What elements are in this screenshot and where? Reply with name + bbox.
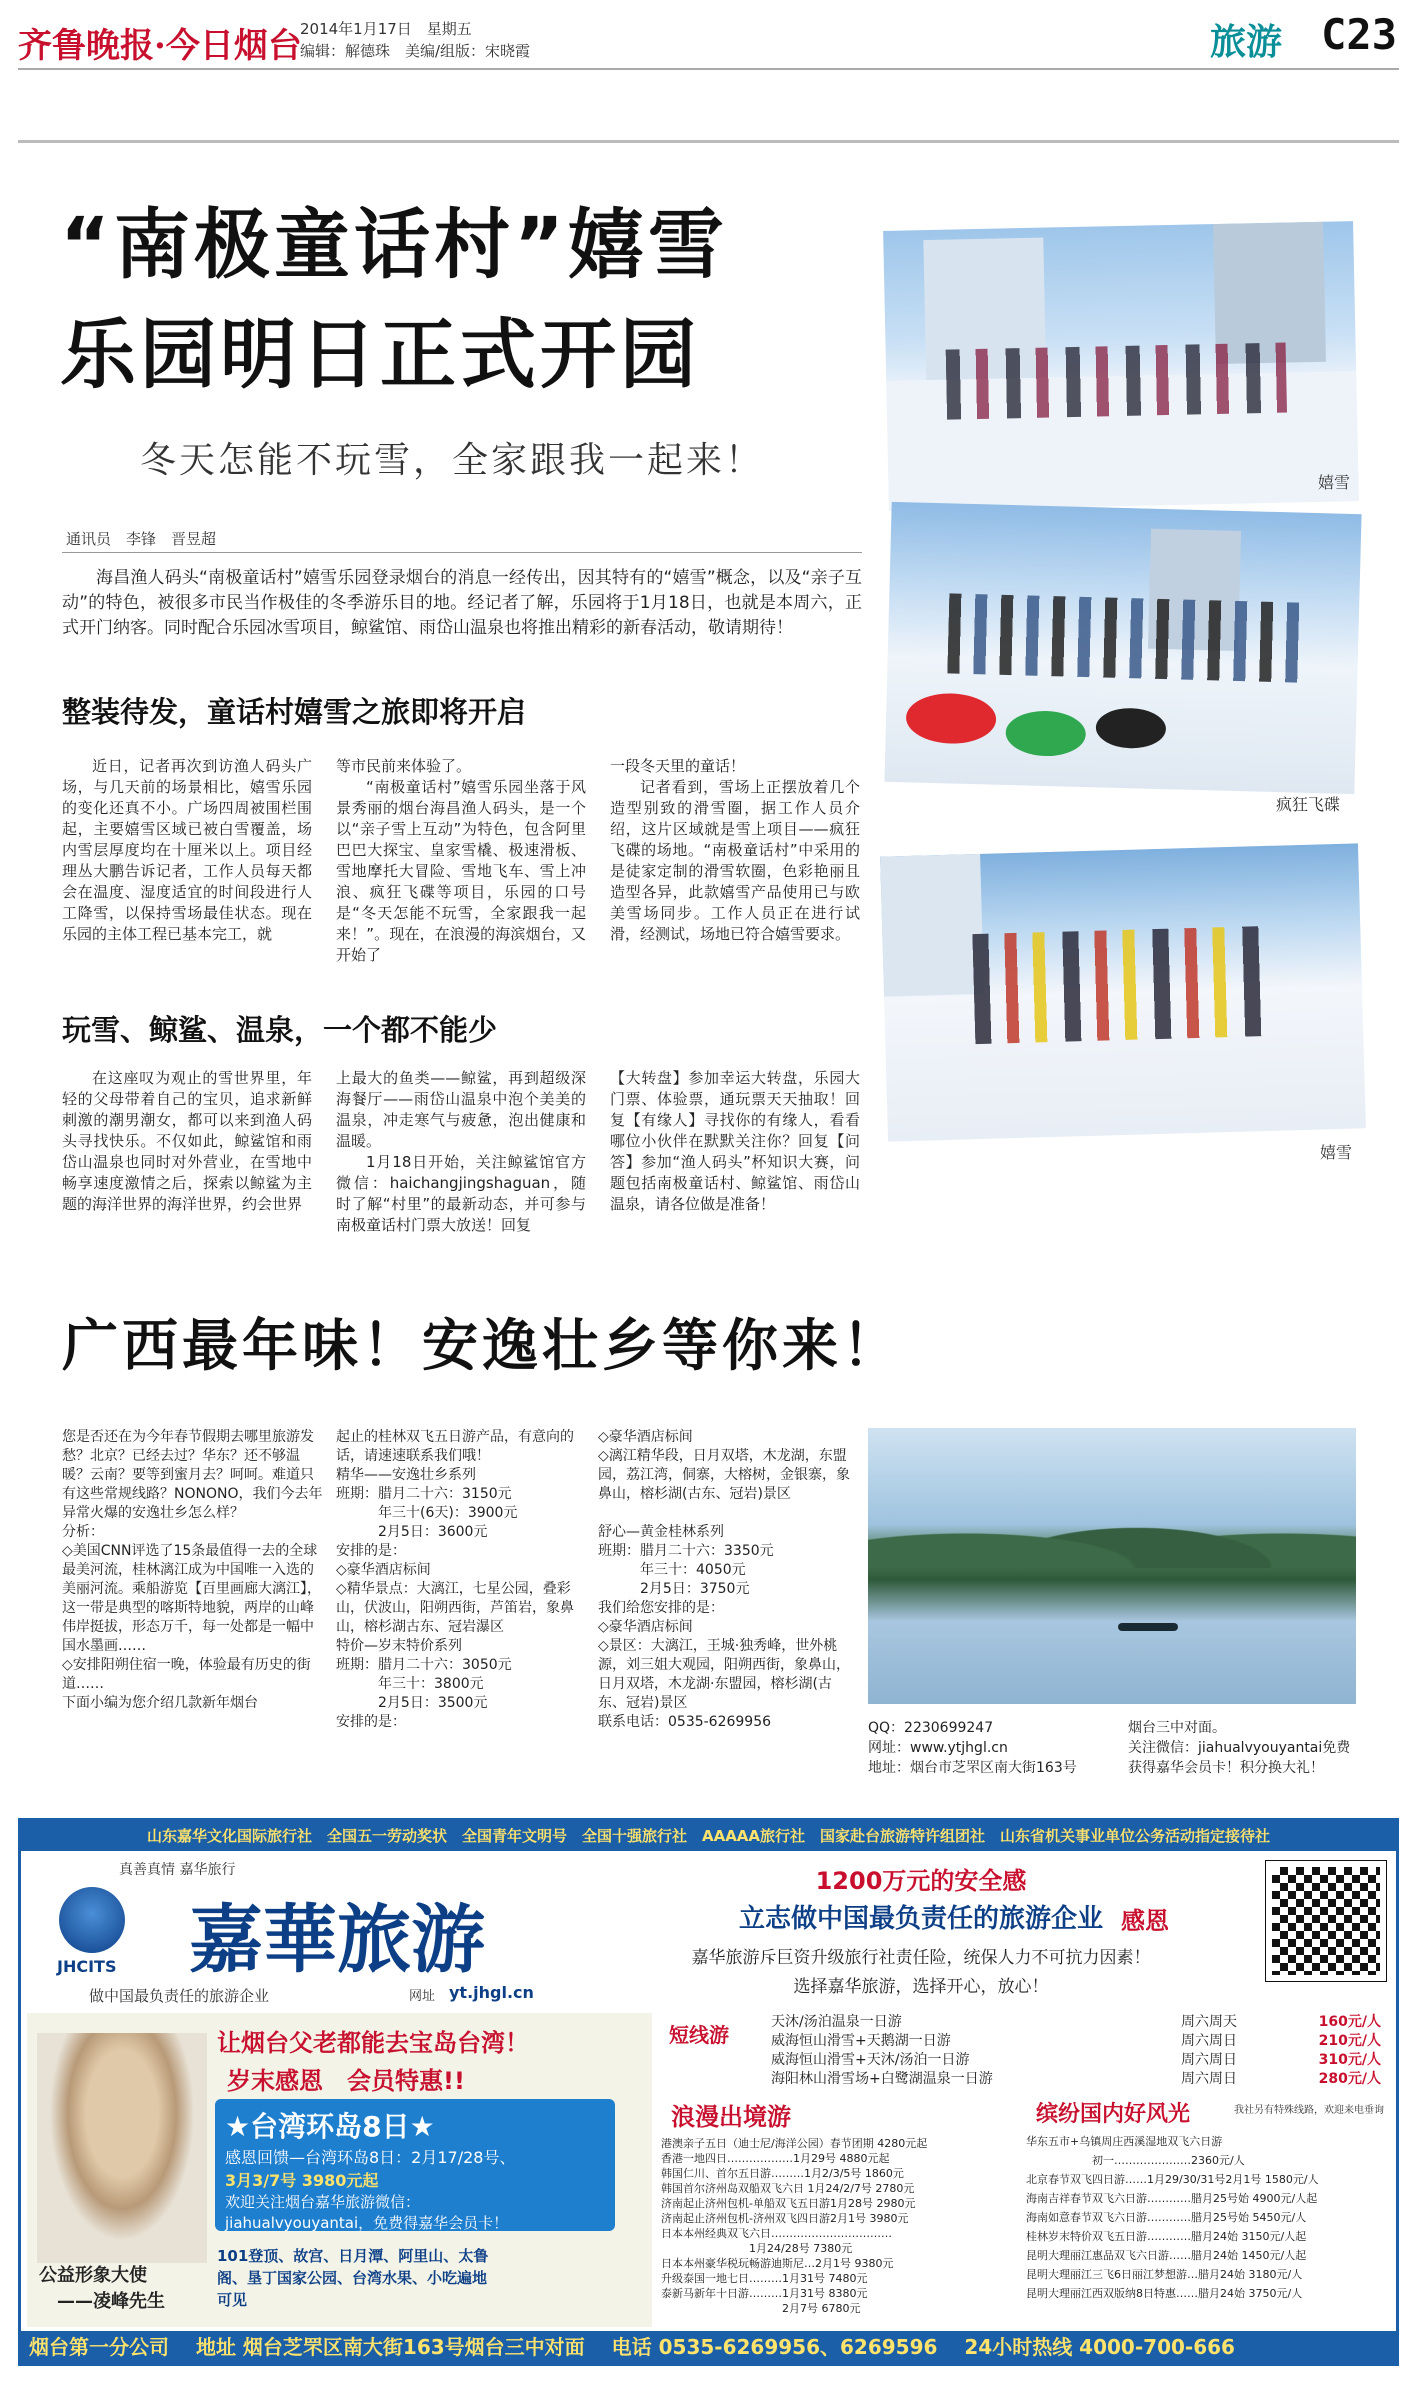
outbound-title: 浪漫出境游 bbox=[671, 2103, 791, 2131]
paragraph: 【大转盘】参加幸运大转盘，乐园大门票、体验票，通玩票天天抽取！回复【有缘人】寻找你的有缘人，看看哪位小伙伴在默默关注你？回复【问答】参加“渔人码头”杯知识大赛，问题包括南极童话村、鲸鲨馆、雨岱山温泉，请各位做是准备！ bbox=[610, 1069, 860, 1213]
snow-tube-black bbox=[1095, 707, 1166, 749]
outbound-row: 1月24/28号 7380元 bbox=[661, 2242, 853, 2255]
safety-headline-block bbox=[641, 1861, 1201, 2001]
short-tour-row bbox=[771, 2051, 1381, 2070]
short-tour-name: 海阳林山滑雪场+白鹭湖温泉一日游 bbox=[771, 2071, 993, 2087]
short-tour-day: 周六周日 bbox=[1181, 2033, 1237, 2049]
taiwan-title: ★台湾环岛8日★ bbox=[225, 2110, 435, 2143]
article1-subheading-2: 玩雪、鲸鲨、温泉，一个都不能少 bbox=[62, 1013, 498, 1047]
short-tour-price: 160元/人 bbox=[1318, 2014, 1381, 2030]
paragraph: “南极童话村”嬉雪乐园坐落于风景秀丽的烟台海昌渔人码头，是一个以“亲子雪上互动”为特色，包含阿里巴巴大探宝、皇家雪橇、极速滑板、雪地摩托大冒险、雪地飞车、雪上冲浪、疯狂飞碟等项目，乐园的口号是“冬天怎能不玩雪，全家跟我一起来！”。现在，在浪漫的海滨烟台，又开始了 bbox=[336, 778, 586, 964]
article1-s1-column-3 bbox=[610, 756, 860, 945]
article1-subtitle: 冬天怎能不玩雪，全家跟我一起来！ bbox=[140, 440, 765, 481]
domestic-row: 昆明大理丽江三飞6日丽江梦想游…腊月24始 3180元/人 bbox=[1026, 2268, 1303, 2281]
short-tour-row bbox=[771, 2013, 1381, 2032]
footer-hotline: 24小时热线 4000-700-666 bbox=[964, 2335, 1235, 2359]
safety-headline-4: 选择嘉华旅游，选择开心，放心！ bbox=[793, 1977, 1049, 1997]
short-tours-list bbox=[771, 2013, 1381, 2089]
article1-s1-column-2 bbox=[336, 756, 586, 966]
article1-headline bbox=[60, 190, 728, 410]
paragraph: 近日，记者再次到访渔人码头广场，与几天前的场景相比，嬉雪乐园的变化还真不小。广场四周被围栏围起，主要嬉雪区域已被白雪覆盖，场内雪层厚度均在十厘米以上。项目经理丛大鹏告诉记者，工作人员每天都会在温度、湿度适宜的时间段进行人工降雪，以保持雪场最佳状态。现在乐园的主体工程已基本完工，就 bbox=[62, 757, 312, 943]
short-tour-price: 280元/人 bbox=[1318, 2071, 1381, 2087]
people-silhouettes bbox=[972, 926, 1275, 1044]
article2-contact-left: QQ：2230699247 网址：www.ytjhgl.cn 地址：烟台市芝罘区南大街163号 bbox=[868, 1720, 1077, 1776]
brand-block bbox=[29, 1857, 639, 2007]
byline-rule bbox=[62, 552, 862, 553]
article2-contact-right: 烟台三中对面。 关注微信：jiahualvyouyantai免费获得嘉华会员卡！积分换大礼！ bbox=[1128, 1720, 1351, 1776]
outbound-row: 日本本州经典双飞六日…………………………… bbox=[661, 2227, 892, 2240]
newspaper-logo: 齐鲁晚报·今日烟台 bbox=[18, 26, 302, 66]
short-tour-row bbox=[771, 2070, 1381, 2089]
brand-name: 嘉華旅游 bbox=[189, 1897, 485, 1983]
footer-branch: 烟台第一分公司 bbox=[29, 2335, 169, 2359]
short-tour-row bbox=[771, 2032, 1381, 2051]
travel-agency-advertisement bbox=[18, 1818, 1399, 2366]
paragraph: 记者看到，雪场上正摆放着几个造型别致的滑雪圈，据工作人员介绍，这片区域就是雪上项目——疯狂飞碟的场地。“南极童话村”中采用的是徒家定制的滑雪软圈，色彩艳丽且造型各异，此款嬉雪产品使用已与欧美雪场同步。工作人员正在进行试滑，经测试，场地已符合嬉雪要求。 bbox=[610, 778, 860, 943]
domestic-row: 海南吉祥春节双飞六日游…………腊月25号始 4900元/人起 bbox=[1026, 2192, 1318, 2205]
article1-headline-line1: “南极童话村”嬉雪 bbox=[60, 200, 728, 289]
photo-crazy-ufo bbox=[884, 502, 1361, 794]
website-label: 网址 bbox=[409, 1989, 436, 2004]
photo-caption: 疯狂飞碟 bbox=[1276, 795, 1341, 814]
snow-tube-green bbox=[1005, 710, 1086, 757]
taiwan-tour-block bbox=[27, 2013, 652, 2327]
taiwan-line-2: 3月3/7号 3980元起 bbox=[225, 2171, 379, 2190]
short-tour-price: 310元/人 bbox=[1318, 2052, 1381, 2068]
domestic-row: 昆明大理丽江西双版纳8日特惠……腊月24始 3750元/人 bbox=[1026, 2287, 1303, 2300]
outbound-tours-block bbox=[661, 2097, 1016, 2327]
photo-snow-play-2 bbox=[880, 843, 1366, 1141]
article2-headline: 广西最年味！安逸壮乡等你来！ bbox=[62, 1314, 902, 1379]
short-tour-price: 210元/人 bbox=[1318, 2033, 1381, 2049]
domestic-row: 海南如意春节双飞六日游…………腊月25号始 5450元/人 bbox=[1026, 2211, 1307, 2224]
article1-s2-column-2 bbox=[336, 1068, 586, 1236]
ambassador-title: 公益形象大使 bbox=[39, 2265, 147, 2286]
page-number: C23 bbox=[1321, 10, 1397, 59]
taiwan-headline-1: 让烟台父老都能去宝岛台湾！ bbox=[217, 2029, 529, 2057]
outbound-row: 韩国首尔济州岛双船双飞六日 1月24/2/7号 2780元 bbox=[661, 2182, 915, 2195]
issue-date: 2014年1月17日 星期五 bbox=[300, 20, 472, 38]
article2-column-3: ◇豪华酒店标间 ◇漓江精华段，日月双塔，木龙湖，东盟园，荔江湾，侗寨，大榕树，金银寨，象鼻山，榕杉湖(古东、冠岩)景区 舒心—黄金桂林系列 班期：腊月二十六：3350元 年三十：4050元 2月5日：3750元 我们给您安排的是： ◇豪华酒店标间 ◇景区：大漓江，王城·独秀峰，世外桃源，刘三姐大观园，阳朔西街，象鼻山，日月双塔，木龙湖·东盟园，榕杉湖(古东、冠岩)景区 联系电话：0535-6269956 bbox=[598, 1429, 850, 1730]
safety-headline-2: 立志做中国最负责任的旅游企业 bbox=[738, 1904, 1103, 1934]
domestic-row: 华东五市+乌镇周庄西溪湿地双飞六日游 bbox=[1026, 2135, 1223, 2148]
brand-slogan: 做中国最负责任的旅游企业 bbox=[89, 1987, 270, 2005]
article1-subheading-1: 整装待发，童话村嬉雪之旅即将开启 bbox=[62, 695, 527, 729]
section-divider bbox=[18, 140, 1399, 143]
paragraph: 在这座叹为观止的雪世界里，年轻的父母带着自己的宝贝，追求新鲜刺激的潮男潮女，都可以来到渔人码头寻找快乐。不仅如此，鲸鲨馆和雨岱山温泉也同时对外营业，在雪地中畅享速度激情之后，探索以鲸鲨为主题的海洋世界的海洋世界，约会世界 bbox=[62, 1069, 312, 1213]
taiwan-headline-2: 岁末感恩 会员特惠!! bbox=[227, 2067, 465, 2095]
photo-caption: 嬉雪 bbox=[1318, 473, 1351, 492]
ambassador-name: ——凌峰先生 bbox=[57, 2291, 165, 2312]
taiwan-sites: 101登顶、故宫、日月潭、阿里山、太鲁阁、垦丁国家公园、台湾水果、小吃遍地可见 bbox=[217, 2247, 489, 2309]
outbound-row: 济南起止济州包机-济州双飞四日游2月1号 3980元 bbox=[661, 2212, 909, 2225]
ad-footer-bar bbox=[21, 2331, 1396, 2363]
short-tour-name: 天沐/汤泊温泉一日游 bbox=[771, 2014, 902, 2030]
article1-headline-line2: 乐园明日正式开园 bbox=[60, 310, 700, 399]
short-tours-block bbox=[661, 2013, 1381, 2091]
safety-headline-1: 1200万元的安全感 bbox=[815, 1867, 1027, 1895]
photo-li-river bbox=[868, 1428, 1356, 1704]
domestic-list bbox=[1026, 2132, 1388, 2303]
brand-english: JHCITS bbox=[57, 1957, 117, 1976]
issue-meta bbox=[300, 18, 530, 62]
taiwan-offer-box bbox=[215, 2099, 615, 2231]
safety-headline-3: 嘉华旅游斥巨资升级旅行社责任险，统保人力不可抗力因素！ bbox=[691, 1948, 1151, 1968]
outbound-row: 香港一地四日………………1月29号 4880元起 bbox=[661, 2152, 890, 2165]
domestic-note: 我社另有特殊线路，欢迎来电垂询 bbox=[1234, 2105, 1384, 2116]
domestic-row: 昆明大理丽江惠品双飞六日游……腊月24始 1450元/人起 bbox=[1026, 2249, 1307, 2262]
ambassador-photo bbox=[37, 2033, 207, 2263]
outbound-row: 2月7号 6780元 bbox=[661, 2302, 861, 2315]
ad-top-banner: 山东嘉华文化国际旅行社 全国五一劳动奖状 全国青年文明号 全国十强旅行社 AAAAA旅行社 国家赴台旅游特许组团社 山东省机关事业单位公务活动指定接待社 bbox=[21, 1821, 1396, 1851]
paragraph: 1月18日开始，关注鲸鲨馆官方微信：haichangjingshaguan，随时了解“村里”的最新动态，并可参与南极童话村门票大放送！回复 bbox=[336, 1153, 586, 1234]
short-tour-day: 周六周天 bbox=[1181, 2014, 1237, 2030]
outbound-row: 韩国仁川、首尔五日游………1月2/3/5号 1860元 bbox=[661, 2167, 904, 2180]
article1-s2-column-3 bbox=[610, 1068, 860, 1215]
article1-s1-column-1 bbox=[62, 756, 312, 945]
outbound-row: 济南起止济州包机-单船双飞五日游1月28号 2980元 bbox=[661, 2197, 916, 2210]
header-divider bbox=[18, 68, 1399, 70]
snow-tube-red bbox=[905, 692, 996, 744]
footer-phone: 电话 0535-6269956、6269596 bbox=[611, 2335, 938, 2359]
photo-snow-play-1 bbox=[883, 221, 1359, 511]
short-tour-day: 周六周日 bbox=[1181, 2071, 1237, 2087]
bamboo-raft bbox=[1118, 1623, 1178, 1631]
short-tour-name: 威海恒山滑雪+天鹅湖一日游 bbox=[771, 2033, 951, 2049]
domestic-title: 缤纷国内好风光 bbox=[1036, 2102, 1191, 2127]
section-name: 旅游 bbox=[1209, 22, 1282, 63]
domestic-row: 初一…………………2360元/人 bbox=[1026, 2154, 1245, 2167]
domestic-row: 北京春节双飞四日游……1月29/30/31号2月1号 1580元/人 bbox=[1026, 2173, 1319, 2186]
paragraph: 一段冬天里的童话！ bbox=[610, 757, 746, 775]
karst-mountains bbox=[868, 1488, 1356, 1568]
article1-s2-column-1 bbox=[62, 1068, 312, 1215]
website: yt.jhgl.cn bbox=[449, 1983, 534, 2002]
short-tour-name: 威海恒山滑雪+天沐/汤泊一日游 bbox=[771, 2052, 970, 2068]
footer-address: 地址 烟台芝罘区南大街163号烟台三中对面 bbox=[195, 2335, 585, 2359]
taiwan-line-3: 欢迎关注烟台嘉华旅游微信： bbox=[225, 2193, 421, 2211]
paragraph: 等市民前来体验了。 bbox=[336, 757, 472, 775]
qr-code-icon bbox=[1266, 1861, 1386, 1981]
short-tours-title: 短线游 bbox=[669, 2023, 729, 2047]
article1-lead: 海昌渔人码头“南极童话村”嬉雪乐园登录烟台的消息一经传出，因其特有的“嬉雪”概念，以及“亲子互动”的特色，被很多市民当作极佳的冬季游乐目的地。经记者了解，乐园将于1月18日，也就是本周六，正式开门纳客。同时配合乐园冰雪项目，鲸鲨馆、雨岱山温泉也将推出精彩的新春活动，敬请期待！ bbox=[62, 568, 862, 638]
domestic-tours-block bbox=[1026, 2097, 1388, 2327]
people-silhouettes bbox=[947, 593, 1309, 682]
paragraph: 上最大的鱼类——鲸鲨，再到超级深海餐厅——雨岱山温泉中泡个美美的温泉，冲走寒气与疲惫，泡出健康和温暖。 bbox=[336, 1069, 586, 1150]
article1-byline: 通讯员 李锋 晋昱超 bbox=[66, 530, 217, 548]
thanks-label: 感恩 bbox=[1121, 1907, 1169, 1935]
people-silhouettes bbox=[946, 343, 1287, 420]
outbound-row: 港澳亲子五日（迪士尼/海洋公园）春节团期 4280元起 bbox=[661, 2137, 928, 2150]
short-tour-day: 周六周日 bbox=[1181, 2052, 1237, 2068]
outbound-list bbox=[661, 2136, 1016, 2316]
domestic-row: 桂林岁末特价双飞五日游…………腊月24始 3150元/人起 bbox=[1026, 2230, 1307, 2243]
ice-sculpture bbox=[880, 854, 984, 997]
brand-logo-icon bbox=[59, 1887, 125, 1953]
outbound-row: 日本本州豪华税玩畅游迪斯尼…2月1号 9380元 bbox=[661, 2257, 894, 2270]
photo-caption: 嬉雪 bbox=[1320, 1143, 1353, 1162]
issue-editors: 编辑：解德珠 美编/组版：宋晓霞 bbox=[300, 42, 531, 60]
article2-column-2: 起止的桂林双飞五日游产品，有意向的话，请速速联系我们哦！ 精华——安逸壮乡系列 班期：腊月二十六：3150元 年三十(6天)：3900元 2月5日：3600元 安排的是： ◇豪华酒店标间 ◇精华景点：大漓江，七星公园，叠彩山，伏波山，阳朔西街，芦笛岩，象鼻山，榕杉湖古东、冠岩瀑区 特价—岁末特价系列 班期：腊月二十六：3050元 年三十：3800元 2月5日：3500元 安排的是： bbox=[336, 1429, 574, 1730]
taiwan-line-1: 感恩回馈—台湾环岛8日：2月17/28号、 bbox=[225, 2148, 516, 2167]
outbound-row: 升级泰国一地七日………1月31号 7480元 bbox=[661, 2272, 868, 2285]
taiwan-line-4: jiahualvyouyantai，免费得嘉华会员卡！ bbox=[225, 2214, 509, 2232]
outbound-row: 泰新马新年十日游………1月31号 8380元 bbox=[661, 2287, 868, 2300]
brand-slogan-top: 真善真情 嘉华旅行 bbox=[119, 1862, 236, 1878]
article2-column-1: 您是否还在为今年春节假期去哪里旅游发愁？北京？已经去过？华东？还不够温暖？云南？要等到蜜月去？呵呵。难道只有这些常规线路？NONONO，我们今去年异常火爆的安逸壮乡怎么样？ 分析： ◇美国CNN评选了15条最值得一去的全球最美河流，桂林漓江成为中国唯一入选的美丽河流。乘船游览【百里画廊大漓江】，这一带是典型的喀斯特地貌，两岸的山峰伟岸挺拔，形态万千，每一处都是一幅中国水墨画…… ◇安排阳朔住宿一晚，体验最有历史的街道…… 下面小编为您介绍几款新年烟台 bbox=[62, 1429, 323, 1711]
